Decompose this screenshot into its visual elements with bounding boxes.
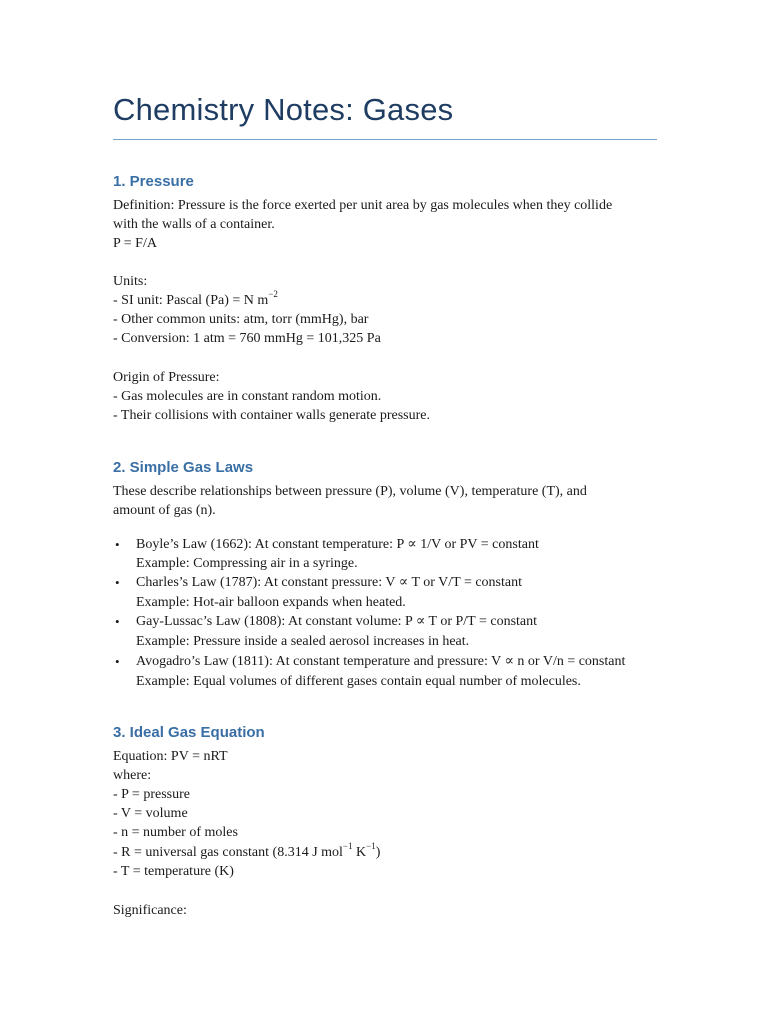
- definition-line-1: Definition: Pressure is the force exerted per unit area by gas molecules when they collide: [113, 198, 613, 213]
- pressure-formula: P = F/A: [113, 236, 157, 251]
- gas-laws-intro-2: amount of gas (n).: [113, 503, 216, 518]
- variable-n: - n = number of moles: [113, 825, 238, 840]
- variable-r-exponent-k: −1: [366, 841, 376, 852]
- variable-p: - P = pressure: [113, 787, 190, 802]
- law-charles: Charles’s Law (1787): At constant pressure: V ∝ T or V/T = constant: [136, 575, 522, 590]
- variable-r: [113, 843, 380, 862]
- significance-label: Significance:: [113, 903, 187, 918]
- origin-line-1: - Gas molecules are in constant random motion.: [113, 389, 382, 404]
- variable-r-text: - R = universal gas constant (8.314 J mol: [113, 845, 343, 860]
- gas-laws-intro-1: These describe relationships between pressure (P), volume (V), temperature (T), and: [113, 484, 587, 499]
- variable-r-kelvin: K: [352, 845, 367, 860]
- bullet-charles: •: [115, 575, 120, 590]
- conversion-line: - Conversion: 1 atm = 760 mmHg = 101,325 Pa: [113, 331, 381, 346]
- equation-line: Equation: PV = nRT: [113, 749, 228, 764]
- variable-r-exponent-mol: −1: [342, 841, 353, 852]
- example-avogadro: Example: Equal volumes of different gases contain equal number of molecules.: [136, 674, 581, 689]
- variable-v: - V = volume: [113, 806, 188, 821]
- bullet-avogadro: •: [115, 654, 120, 669]
- title-divider: [113, 139, 657, 140]
- section-heading-gas-laws: 2. Simple Gas Laws: [113, 459, 254, 476]
- variable-t: - T = temperature (K): [113, 864, 234, 879]
- law-boyle: Boyle’s Law (1662): At constant temperature: P ∝ 1/V or PV = constant: [136, 537, 539, 552]
- definition-line-2: with the walls of a container.: [113, 217, 275, 232]
- section-heading-ideal-gas: 3. Ideal Gas Equation: [113, 724, 265, 741]
- law-avogadro: Avogadro’s Law (1811): At constant temperature and pressure: V ∝ n or V/n = constant: [136, 654, 626, 669]
- bullet-gay-lussac: •: [115, 614, 120, 629]
- example-charles: Example: Hot-air balloon expands when heated.: [136, 595, 406, 610]
- other-units-line: - Other common units: atm, torr (mmHg), bar: [113, 312, 369, 327]
- where-label: where:: [113, 768, 152, 783]
- si-unit-line: [113, 291, 278, 310]
- origin-line-2: - Their collisions with container walls generate pressure.: [113, 408, 430, 423]
- law-gay-lussac: Gay-Lussac’s Law (1808): At constant volume: P ∝ T or P/T = constant: [136, 614, 538, 629]
- bullet-boyle: •: [115, 537, 120, 552]
- example-gay-lussac: Example: Pressure inside a sealed aerosol increases in heat.: [136, 634, 470, 649]
- variable-r-close: ): [375, 845, 381, 860]
- si-unit-exponent: −2: [268, 289, 278, 300]
- section-heading-pressure: 1. Pressure: [113, 173, 194, 190]
- page-title: Chemistry Notes: Gases: [113, 92, 454, 127]
- units-label: Units:: [113, 274, 148, 289]
- origin-label: Origin of Pressure:: [113, 370, 220, 385]
- example-boyle: Example: Compressing air in a syringe.: [136, 556, 358, 571]
- si-unit-text: - SI unit: Pascal (Pa) = N m: [113, 293, 269, 308]
